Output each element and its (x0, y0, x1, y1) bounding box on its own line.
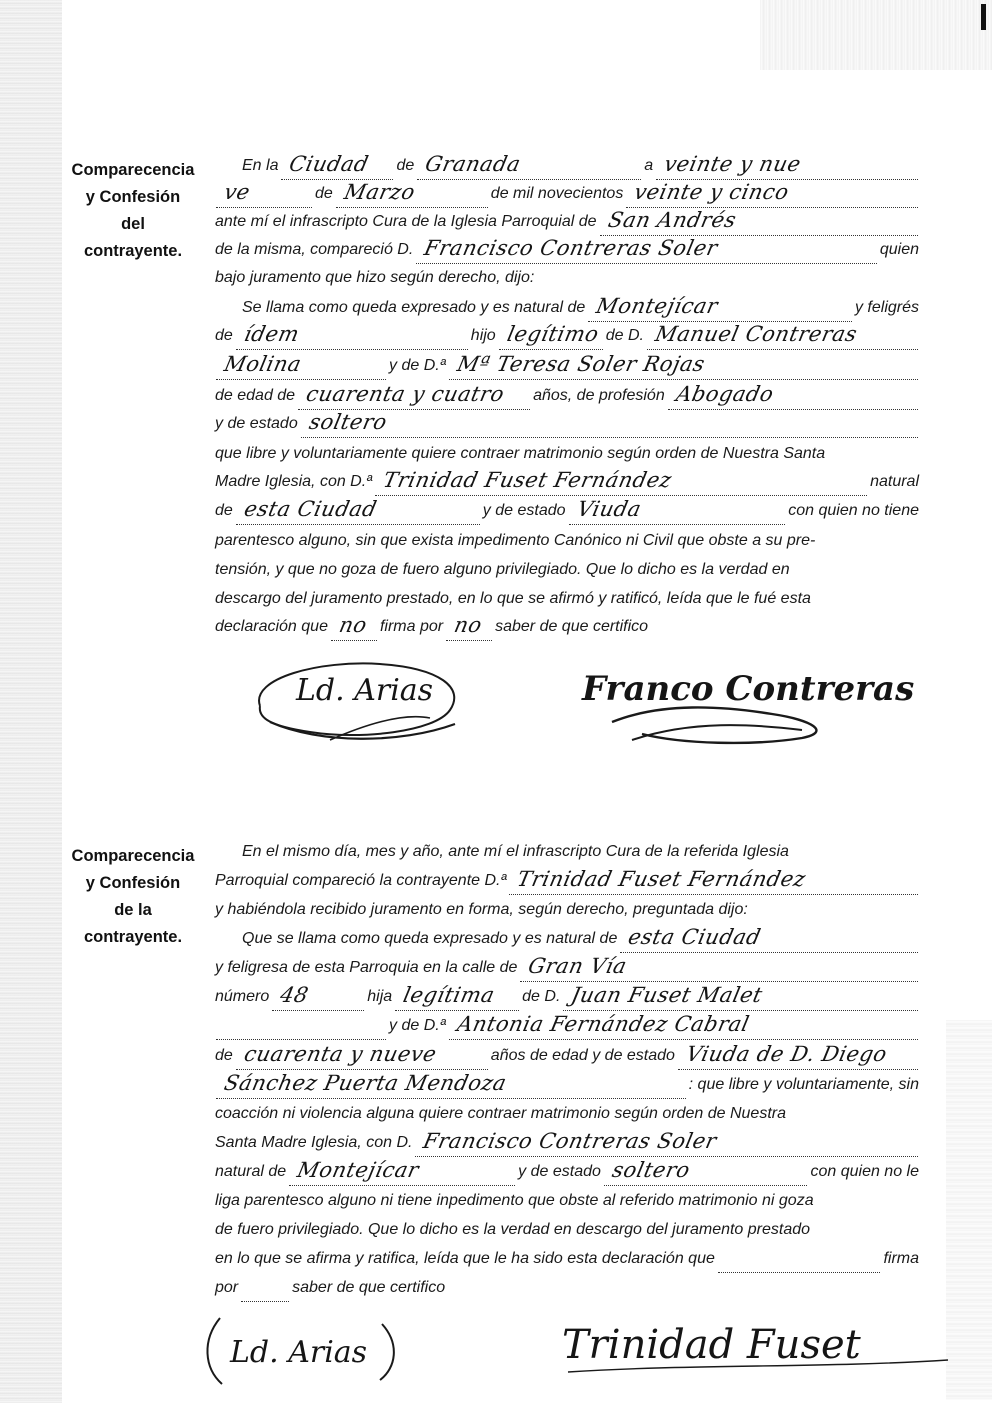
printed-text: Que se llama como queda expresado y es natural de (242, 930, 618, 947)
handwritten-value: Trinidad Fuset Fernández (515, 867, 809, 891)
s1-line-5 (214, 264, 920, 292)
field-ano (626, 179, 918, 208)
s1-line-11 (214, 440, 920, 468)
handwritten-value: Viuda de D. Diego (683, 1042, 890, 1066)
s1-line-15 (214, 556, 920, 584)
printed-text: bajo juramento que hizo según derecho, dijo: (215, 269, 535, 286)
printed-text: y de D.ª (389, 357, 446, 374)
printed-text: coacción ni violencia alguna quiere contraer matrimonio según orden de Nuestra (215, 1105, 786, 1122)
heading-line: contrayente. (83, 928, 183, 946)
handwritten-value: Francisco Contreras Soler (421, 1129, 720, 1153)
field-ciudad (417, 151, 641, 180)
handwritten-value: soltero (609, 1158, 693, 1182)
printed-text: hija (367, 988, 393, 1005)
s1-line-9 (214, 382, 920, 410)
s2-line-1 (241, 838, 920, 866)
s1-line-8 (214, 352, 920, 380)
s1-line-16 (214, 585, 920, 613)
printed-text: y de estado (215, 415, 298, 432)
handwritten-value: Molina (222, 352, 304, 376)
field-estado (301, 409, 918, 438)
handwritten-value: cuarenta y nueve (241, 1042, 439, 1066)
printed-text: Se llama como queda expresado y es natural de (242, 299, 586, 316)
s1-line-14 (214, 527, 920, 555)
s2-line-2 (214, 867, 920, 895)
field-padre-ella (563, 982, 918, 1011)
field-dia-cont (216, 179, 312, 208)
field-natural-ella (620, 924, 918, 953)
handwritten-value: Sánchez Puerta Mendoza (222, 1071, 509, 1095)
printed-text: de (215, 1047, 233, 1064)
field-blank (216, 1011, 386, 1040)
s2-line-8 (214, 1042, 920, 1070)
handwritten-value: Montejícar (594, 294, 721, 318)
printed-text: Madre Iglesia, con D.ª (215, 473, 373, 490)
printed-text: ante mí el infrascripto Cura de la Iglesia Parroquial de (215, 213, 597, 230)
heading-line: Comparecencia (71, 847, 195, 865)
field-natural-el (289, 1157, 515, 1186)
s2-line-15 (214, 1245, 920, 1273)
printed-text: de D. (522, 988, 561, 1005)
printed-text: número (215, 988, 270, 1005)
printed-text: años de edad y de estado (490, 1047, 675, 1064)
s1-signature-left (240, 648, 470, 748)
heading-line: y Confesión (85, 188, 181, 206)
field-padre-cont (216, 351, 386, 380)
s1-line-1 (241, 152, 920, 180)
printed-text: de la misma, compareció D. (215, 241, 414, 258)
handwritten-value: San Andrés (605, 208, 739, 232)
handwritten-value: 48 (278, 983, 312, 1007)
printed-text: de (215, 327, 233, 344)
handwritten-value: Antonia Fernández Cabral (454, 1012, 752, 1036)
signature-text: Franco Contreras (582, 669, 915, 709)
s1-line-4 (214, 236, 920, 264)
s1-line-3 (214, 208, 920, 236)
printed-text: natural (870, 473, 919, 490)
s1-signature-right (572, 650, 915, 750)
field-madre (449, 351, 918, 380)
printed-text: : que libre y voluntariamente, sin (688, 1076, 919, 1093)
handwritten-value: Gran Vía (526, 954, 630, 978)
s1-line-10 (214, 410, 920, 438)
field-que (331, 612, 377, 641)
field-estado-el (604, 1157, 808, 1186)
s1-line-12 (214, 468, 920, 496)
printed-text: y feligresa de esta Parroquia en la calle de (215, 959, 518, 976)
printed-text: descargo del juramento prestado, en lo que se afirmó y ratificó, leída que le fué esta (215, 590, 811, 607)
section1-heading (58, 157, 208, 265)
printed-text: a (644, 157, 654, 174)
handwritten-value: Francisco Contreras Soler (422, 236, 721, 260)
printed-text: de (215, 502, 233, 519)
printed-text: quien (879, 241, 919, 258)
printed-text: por (215, 1279, 239, 1296)
printed-text: Santa Madre Iglesia, con D. (215, 1134, 413, 1151)
signature-text: Trinidad Fuset (562, 1322, 861, 1368)
field-filiacion (499, 321, 603, 350)
field-padre (647, 321, 918, 350)
signature-text: Ld. Arias (296, 673, 434, 708)
printed-text: de (315, 185, 333, 202)
printed-text: de fuero privilegiado. Que lo dicho es la verdad en descargo del juramento prestado (215, 1221, 811, 1238)
handwritten-value: Manuel Contreras (652, 322, 860, 346)
field-filiacion-ella (395, 982, 519, 1011)
s1-line-6 (241, 294, 920, 322)
s2-signature-left (196, 1310, 426, 1390)
signature-text: Ld. Arias (230, 1335, 368, 1370)
printed-text: En la (242, 157, 279, 174)
printed-text: de D. (605, 327, 644, 344)
handwritten-value: Mª Teresa Soler Rojas (454, 352, 707, 376)
handwritten-value: Abogado (673, 382, 776, 406)
handwritten-value: veinte y cinco (632, 180, 792, 204)
printed-text: firma (883, 1250, 919, 1267)
s2-line-4 (241, 925, 920, 953)
s2-line-12 (214, 1158, 920, 1186)
handwritten-value: Trinidad Fuset Fernández (381, 468, 675, 492)
handwritten-value: Montejícar (295, 1158, 422, 1182)
s2-line-11 (214, 1129, 920, 1157)
s1-line-17 (214, 613, 920, 641)
printed-text: liga parentesco alguno ni tiene inpedimento que obste al referido matrimonio ni goza (215, 1192, 814, 1209)
field-estado-ella (569, 496, 786, 525)
printed-text: hijo (470, 327, 496, 344)
field-profesion (668, 381, 918, 410)
s2-line-7 (214, 1012, 920, 1040)
field-estado-ella-cont (216, 1070, 686, 1099)
s2-line-5 (214, 954, 920, 982)
scan-edge-left (0, 0, 62, 1403)
field-nombre (416, 235, 877, 264)
printed-text: saber de que certifico (292, 1279, 446, 1296)
s2-line-9 (214, 1071, 920, 1099)
s2-signature-right (548, 1310, 968, 1390)
field-por-ella (241, 1273, 289, 1302)
printed-text: saber de que certifico (495, 618, 649, 635)
printed-text: declaración que (215, 618, 328, 635)
handwritten-value: esta Ciudad (241, 497, 379, 521)
heading-line: contrayente. (83, 242, 183, 260)
printed-text: y de estado (482, 502, 566, 519)
s1-line-2 (214, 180, 920, 208)
corner-mark (981, 4, 986, 30)
s2-line-16 (214, 1274, 920, 1302)
field-edad (298, 381, 530, 410)
heading-line: Comparecencia (71, 161, 195, 179)
heading-line: de la (114, 901, 152, 919)
printed-text: parentesco alguno, sin que exista impedimento Canónico ni Civil que obste a su pre- (215, 532, 816, 549)
printed-text: y de D.ª (389, 1017, 446, 1034)
printed-text: natural de (215, 1163, 287, 1180)
handwritten-value: Granada (423, 152, 524, 176)
handwritten-value: esta Ciudad (626, 925, 764, 949)
handwritten-value: no (336, 613, 370, 637)
field-natural (588, 293, 852, 322)
printed-text: Parroquial compareció la contrayente D.ª (215, 872, 507, 889)
field-feligres (236, 321, 468, 350)
field-mes (336, 179, 488, 208)
printed-text: y de estado (518, 1163, 601, 1180)
field-con (415, 1128, 918, 1157)
handwritten-value: no (452, 613, 485, 637)
s2-line-10 (214, 1100, 920, 1128)
field-natural-de (236, 496, 480, 525)
field-dia (656, 151, 918, 180)
handwritten-value: Viuda (574, 497, 644, 521)
heading-line: del (121, 215, 145, 233)
handwritten-value: legítima (401, 983, 498, 1007)
handwritten-value: veinte y nue (662, 152, 804, 176)
printed-text: de mil novecientos (490, 185, 624, 202)
field-edad-ella (236, 1041, 488, 1070)
field-lugar (281, 151, 393, 180)
handwritten-value: ve (222, 180, 253, 204)
section2-heading (58, 843, 208, 951)
field-nombre-ella (509, 866, 918, 895)
s1-line-7 (214, 322, 920, 350)
s2-line-6 (214, 983, 920, 1011)
handwritten-value: ídem (241, 322, 302, 346)
printed-text: con quien no tiene (788, 502, 919, 519)
field-contrayente (375, 467, 867, 496)
field-que-ella (718, 1244, 881, 1273)
handwritten-value: soltero (306, 410, 390, 434)
field-numero (272, 982, 364, 1011)
printed-text: En el mismo día, mes y año, ante mí el infrascripto Cura de la referida Iglesia (242, 843, 789, 860)
heading-line: y Confesión (85, 874, 181, 892)
printed-text: firma por (379, 618, 444, 635)
printed-text: con quien no le (810, 1163, 919, 1180)
handwritten-value: Marzo (341, 180, 418, 204)
printed-text: que libre y voluntariamente quiere contraer matrimonio según orden de Nuestra Santa (215, 445, 826, 462)
handwritten-value: Ciudad (287, 152, 372, 176)
printed-text: de edad de (215, 387, 296, 404)
printed-text: y habiéndola recibido juramento en forma, según derecho, preguntada dijo: (215, 901, 748, 918)
field-calle (520, 953, 918, 982)
field-parroquia (600, 207, 918, 236)
scan-edge-top (760, 0, 992, 70)
printed-text: años, de profesión (533, 387, 665, 404)
s2-line-13 (214, 1187, 920, 1215)
printed-text: en lo que se afirma y ratifica, leída que le ha sido esta declaración que (215, 1250, 715, 1267)
handwritten-value: Juan Fuset Malet (569, 983, 766, 1007)
printed-text: tensión, y que no goza de fuero alguno privilegiado. Que lo dicho es la verdad en (215, 561, 790, 578)
handwritten-value: cuarenta y cuatro (304, 382, 507, 406)
printed-text: de (396, 157, 415, 174)
printed-text: y feligrés (854, 299, 919, 316)
field-madre-ella (449, 1011, 918, 1040)
s2-line-3 (214, 896, 920, 924)
field-estado-ella (678, 1041, 918, 1070)
field-por (446, 612, 492, 641)
s1-line-13 (214, 497, 920, 525)
s2-line-14 (214, 1216, 920, 1244)
handwritten-value: legítimo (504, 322, 601, 346)
